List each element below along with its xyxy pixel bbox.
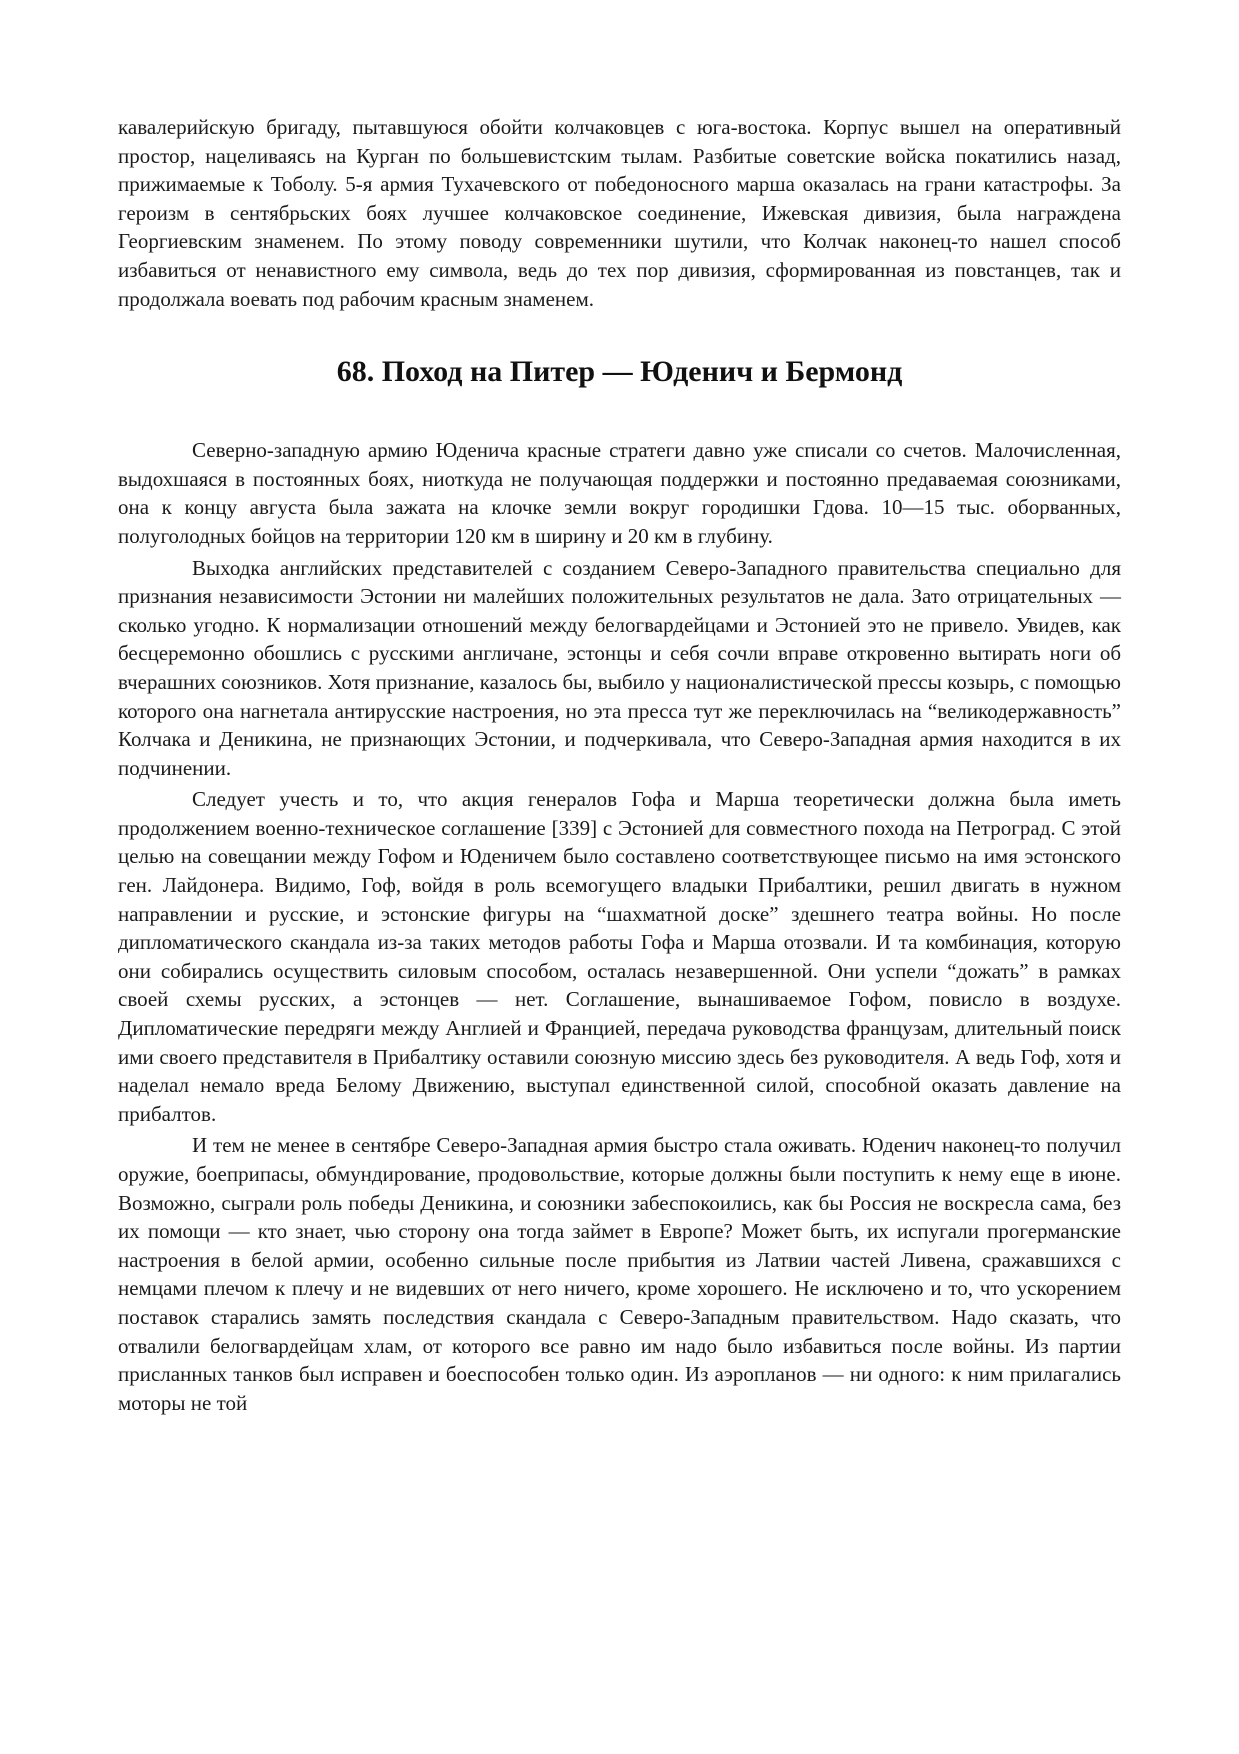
document-page — [118, 113, 1121, 1417]
chapter-title: 68. Поход на Питер — Юденич и Бермонд — [336, 355, 903, 389]
body-paragraph-1: Северно-западную армию Юденича красные стратеги давно уже списали со счетов. Малочисленная, выдохшаяся в постоянных боях, ниоткуда не получающая поддержки и постоянно предаваемая союзниками, она к концу августа была зажата на клочке земли вокруг городишки Гдова. 10—15 тыс. оборванных, полуголодных бойцов на территории 120 км в ширину и 20 км в глубину. — [118, 438, 1121, 548]
opening-paragraph: кавалерийскую бригаду, пытавшуюся обойти колчаковцев с юга-востока. Корпус вышел на оперативный простор, нацеливаясь на Курган по большевистским тылам. Разбитые советские войска покатились назад, прижимаемые к Тоболу. 5-я армия Тухачевского от победоносного марша оказалась на грани катастрофы. За героизм в сентябрьских боях лучшее колчаковское соединение, Ижевская дивизия, была награждена Георгиевским знаменем. По этому поводу современники шутили, что Колчак наконец-то нашел способ избавиться от ненавистного ему символа, ведь до тех пор дивизия, сформированная из повстанцев, так и продолжала воевать под рабочим красным знаменем. — [118, 115, 1121, 311]
body-paragraph-2: Выходка английских представителей с созданием Северо-Западного правительства специально для признания независимости Эстонии ни малейших положительных результатов не дала. Зато отрицательных — сколько угодно. К нормализации отношений между белогвардейцами и Эстонией это не привело. Увидев, как бесцеремонно обошлись с русскими англичане, эстонцы и себя сочли вправе откровенно вытирать ноги об вчерашних союзников. Хотя признание, казалось бы, выбило у националистической прессы козырь, с помощью которого она нагнетала антирусские настроения, но эта пресса тут же переключилась на “великодержавность” Колчака и Деникина, не признающих Эстонии, и подчеркивала, что Северо-Западная армия находится в их подчинении. — [118, 555, 1121, 780]
body-paragraph-3: Следует учесть и то, что акция генералов Гофа и Марша теоретически должна была иметь продолжением военно-техническое соглашение [339] с Эстонией для совместного похода на Петроград. С этой целью на совещании между Гофом и Юденичем было составлено соответствующее письмо на имя эстонского ген. Лайдонера. Видимо, Гоф, войдя в роль всемогущего владыки Прибалтики, решил двигать в нужном направлении и русские, и эстонские фигуры на “шахматной доске” здешнего театра войны. Но после дипломатического скандала из-за таких методов работы Гофа и Марша отозвали. И та комбинация, которую они собирались осуществить силовым способом, осталась незавершенной. Они успели “дожать” в рамках своей схемы русских, а эстонцев — нет. Соглашение, вынашиваемое Гофом, повисло в воздухе. Дипломатические передряги между Англией и Францией, передача руководства французам, длительный поиск ими своего представителя в Прибалтику оставили союзную миссию здесь без руководителя. А ведь Гоф, хотя и наделал немало вреда Белому Движению, выступал единственной силой, способной оказать давление на прибалтов. — [118, 787, 1121, 1126]
body-paragraph-4: И тем не менее в сентябре Северо-Западная армия быстро стала оживать. Юденич наконец-то получил оружие, боеприпасы, обмундирование, продовольствие, которые должны были поступить к нему еще в июне. Возможно, сыграли роль победы Деникина, и союзники забеспокоились, как бы Россия не воскресла сама, без их помощи — кто знает, чью сторону она тогда займет в Европе? Может быть, их испугали прогерманские настроения в белой армии, особенно сильные после прибытия из Латвии частей Ливена, сражавшихся с немцами плечом к плечу и не видевших от него ничего, кроме хорошего. Не исключено и то, что ускорением поставок старались замять последствия скандала с Северо-Западным правительством. Надо сказать, что отвалили белогвардейцам хлам, от которого все равно им надо было избавиться после войны. Из партии присланных танков был исправен и боеспособен только один. Из аэропланов — ни одного: к ним прилагались моторы не той — [118, 1133, 1121, 1415]
